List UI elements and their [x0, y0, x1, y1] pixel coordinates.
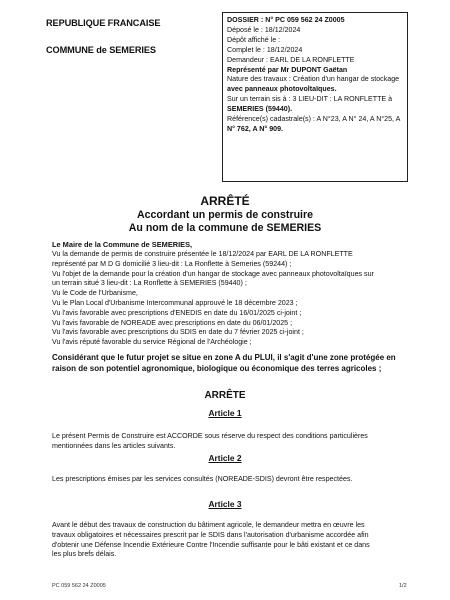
republique-heading: REPUBLIQUE FRANCAISE — [46, 18, 161, 28]
arrete-heading: ARRÊTE — [204, 390, 246, 401]
considerant — [52, 352, 408, 374]
nature-travaux-cont: avec panneaux photovoltaïques. — [227, 85, 337, 94]
article-3-body — [52, 521, 408, 560]
article-line: Les prescriptions émises par les services consultés (NOREADE-SDIS) devront être respectées. — [52, 475, 353, 483]
considerant-line: Considérant que le futur projet se situe en zone A du PLUI, il s'agit d'une zone protégée en — [52, 353, 396, 362]
visas-list — [52, 250, 408, 348]
arrete-title: ARRÊTÉ — [200, 194, 250, 208]
visa-item: Vu la demande de permis de construire présentée le 18/12/2024 par EARL DE LA RONFLETTE — [52, 250, 353, 258]
visa-item: un terrain situé 3 lieu-dit : La Ronflette à SEMERIES (59440) ; — [52, 279, 247, 288]
article-line: Le présent Permis de Construire est ACCORDE sous réserve du respect des conditions particulières — [52, 432, 368, 440]
article-1-body — [52, 432, 408, 452]
dossier-box — [222, 12, 408, 182]
article-line: Avant le début des travaux de construction du bâtiment agricole, le demandeur mettra en œuvre les — [52, 521, 365, 529]
commune-heading: COMMUNE de SEMERIES — [46, 45, 156, 55]
depose-date: Déposé le : 18/12/2024 — [227, 25, 301, 34]
article-2-title: Article 2 — [208, 453, 242, 463]
arrete-subtitle-2: Au nom de la commune de SEMERIES — [128, 222, 322, 234]
terrain-address-cont: SEMERIES (59440). — [227, 105, 293, 114]
article-1-title: Article 1 — [208, 408, 242, 418]
article-line: les plus brefs délais. — [52, 550, 117, 559]
article-3-title: Article 3 — [208, 499, 242, 509]
footer-reference: PC 059 562 24 Z0005 — [52, 583, 106, 589]
article-line: travaux obligatoires et nécessaires prescrit par le SDIS dans l'autorisation d'urbanisme accordée afin — [52, 530, 369, 539]
article-line: d'obtenir une Défense Incendie Extérieure Contre l'Incendie suffisante pour le bâti existant et ce dans — [52, 540, 370, 549]
visa-item: Vu le Plan Local d'Urbanisme Intercommunal approuvé le 18 décembre 2023 ; — [52, 298, 298, 307]
visa-item: Vu l'avis favorable avec prescriptions d'ENEDIS en date du 16/01/2025 ci-joint ; — [52, 308, 302, 317]
demandeur: Demandeur : EARL DE LA RONFLETTE — [227, 55, 355, 64]
visa-item: Vu le Code de l'Urbanisme, — [52, 289, 138, 298]
visa-item: Vu l'avis réputé favorable du service Régional de l'Archéologie ; — [52, 338, 252, 347]
nature-travaux: Nature des travaux : Création d'un hangar de stockage — [227, 75, 400, 84]
cadastre-refs: Référence(s) cadastrale(s) : A N°23, A N° 24, A N°25, A — [227, 115, 401, 124]
arrete-subtitle-1: Accordant un permis de construire — [136, 209, 313, 221]
cadastre-refs-cont: N° 762, A N° 909. — [227, 124, 284, 133]
article-line: mentionnées dans les articles suivants. — [52, 441, 176, 450]
visa-item: représenté par M D G domicilié 3 lieu-dit : La Ronflette à Semeries (59244) ; — [52, 259, 292, 268]
terrain-address: Sur un terrain sis à : 3 LIEU-DIT : LA RONFLETTE à — [227, 95, 393, 104]
considerant-line: raison de son potentiel agronomique, biologique ou économique des terres agricoles ; — [52, 364, 382, 373]
visa-item: Vu l'avis favorable de NOREADE avec prescriptions en date du 06/01/2025 ; — [52, 318, 293, 327]
article-2-body — [52, 475, 408, 485]
maire-line: Le Maire de la Commune de SEMERIES, — [52, 240, 193, 249]
representant: Représenté par Mr DUPONT Gaëtan — [227, 65, 348, 74]
dossier-number: DOSSIER : N° PC 059 562 24 Z0005 — [227, 16, 345, 24]
visa-item: Vu l'objet de la demande pour la création d'un hangar de stockage avec panneaux photovoltaïques sur — [52, 269, 374, 278]
page-number: 1/2 — [399, 583, 407, 589]
complet-date: Complet le : 18/12/2024 — [227, 45, 303, 54]
visa-item: Vu l'avis favorable avec prescriptions du SDIS en date du 7 février 2025 ci-joint ; — [52, 328, 304, 337]
depot-affiche: Dépôt affiché le : — [227, 35, 281, 44]
